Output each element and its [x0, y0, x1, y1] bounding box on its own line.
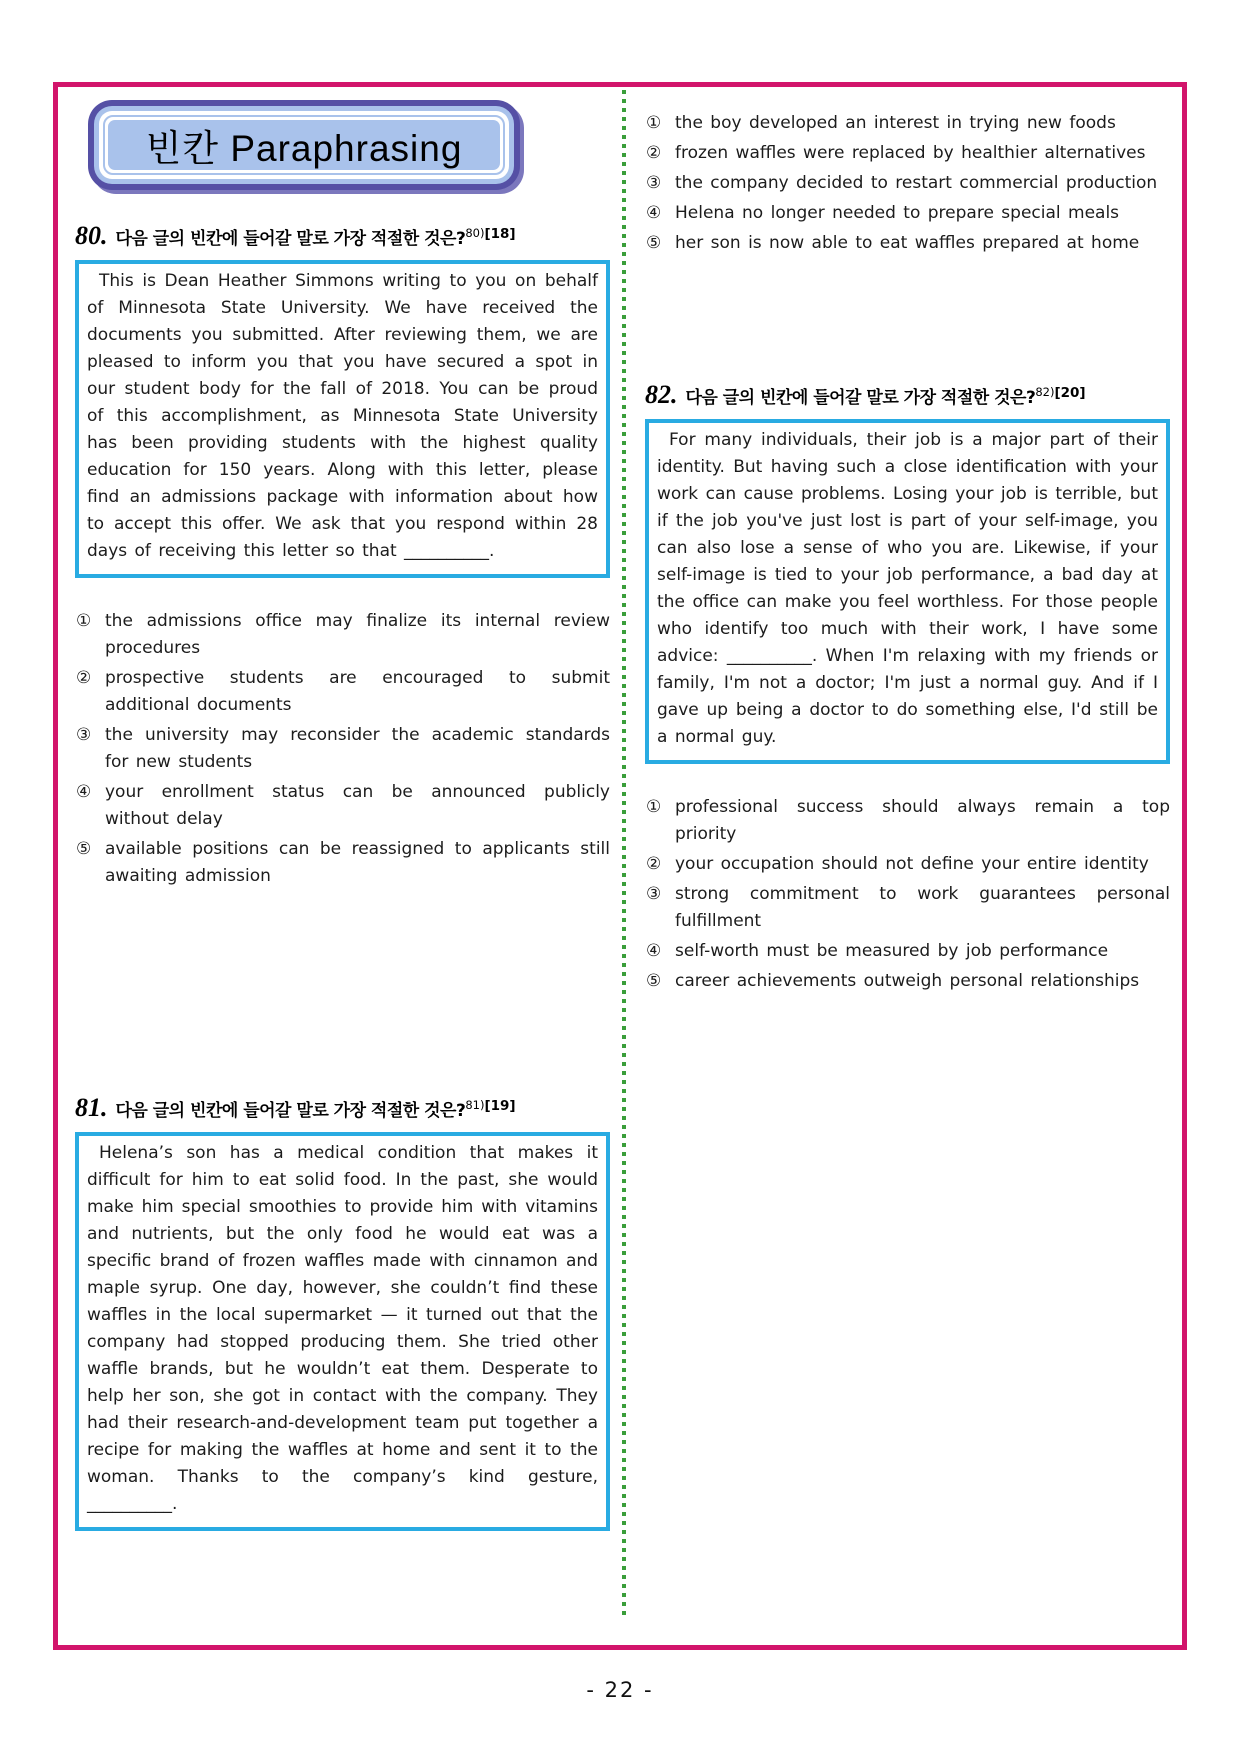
- question-80-passage-box: [75, 260, 610, 578]
- question-82-passage-box: [645, 419, 1170, 764]
- question-81-option-1: [645, 110, 1170, 137]
- option-text: professional success should always remain a top priority: [675, 797, 1170, 844]
- option-text: your enrollment status can be announced publicly without delay: [105, 782, 610, 829]
- option-marker: ②: [76, 668, 92, 688]
- question-81-prompt: 다음 글의 빈칸에 들어갈 말로 가장 적절한 것은?: [115, 1101, 466, 1121]
- question-80-footnote: 80): [465, 226, 485, 240]
- banner-white-ring: [99, 111, 509, 179]
- question-80-prompt: 다음 글의 빈칸에 들어갈 말로 가장 적절한 것은?: [115, 229, 466, 249]
- question-81-option-2: [645, 140, 1170, 167]
- banner-outer-ring: [88, 100, 520, 190]
- option-text: frozen waffles were replaced by healthier alternatives: [675, 143, 1146, 163]
- page-number: - 22 -: [586, 1678, 654, 1702]
- option-marker: ④: [646, 941, 662, 961]
- question-80: [75, 218, 610, 890]
- option-marker: ④: [646, 203, 662, 223]
- option-text: prospective students are encouraged to submit additional documents: [105, 668, 610, 715]
- option-text: her son is now able to eat waffles prepared at home: [675, 233, 1140, 253]
- question-81-number: 81.: [75, 1093, 108, 1122]
- option-marker: ⑤: [646, 971, 662, 991]
- question-82: [645, 377, 1170, 995]
- option-marker: ①: [646, 797, 662, 817]
- banner-blue-ring: [94, 106, 514, 184]
- question-82-number: 82.: [645, 380, 678, 409]
- question-80-source-ref: [18]: [484, 226, 516, 242]
- left-column: [75, 218, 610, 1531]
- option-text: the company decided to restart commercial production: [675, 173, 1158, 193]
- question-82-options: [645, 794, 1170, 995]
- banner-fill: [108, 120, 500, 170]
- question-81-options: [645, 110, 1170, 257]
- right-column: [645, 110, 1170, 998]
- question-80-option-1: [75, 608, 610, 662]
- option-text: Helena no longer needed to prepare special meals: [675, 203, 1120, 223]
- question-81-option-4: [645, 200, 1170, 227]
- column-divider-dotted-line: [622, 90, 626, 1615]
- question-81: [75, 1090, 610, 1531]
- option-text: available positions can be reassigned to applicants still awaiting admission: [105, 839, 610, 886]
- question-80-header: [75, 218, 610, 254]
- option-text: strong commitment to work guarantees personal fulfillment: [675, 884, 1170, 931]
- question-80-option-2: [75, 665, 610, 719]
- question-80-number: 80.: [75, 221, 108, 250]
- option-marker: ⑤: [76, 839, 92, 859]
- question-82-prompt: 다음 글의 빈칸에 들어갈 말로 가장 적절한 것은?: [685, 388, 1036, 408]
- section-title-banner: [88, 100, 520, 190]
- question-80-option-3: [75, 722, 610, 776]
- option-marker: ①: [76, 611, 92, 631]
- question-82-option-2: [645, 851, 1170, 878]
- question-81-header: [75, 1090, 610, 1126]
- question-81-source-ref: [19]: [484, 1098, 516, 1114]
- question-81-option-3: [645, 170, 1170, 197]
- banner-inner-ring: [103, 115, 505, 175]
- question-82-header: [645, 377, 1170, 413]
- option-marker: ②: [646, 854, 662, 874]
- question-82-footnote: 82): [1035, 385, 1055, 399]
- option-marker: ①: [646, 113, 662, 133]
- question-81-option-5: [645, 230, 1170, 257]
- option-marker: ⑤: [646, 233, 662, 253]
- question-82-option-3: [645, 881, 1170, 935]
- question-81-passage-box: [75, 1132, 610, 1531]
- option-marker: ③: [646, 884, 662, 904]
- option-text: your occupation should not define your entire identity: [675, 854, 1149, 874]
- question-82-source-ref: [20]: [1054, 385, 1086, 401]
- option-text: self-worth must be measured by job performance: [675, 941, 1109, 961]
- option-text: the university may reconsider the academic standards for new students: [105, 725, 610, 772]
- question-82-option-4: [645, 938, 1170, 965]
- question-82-option-1: [645, 794, 1170, 848]
- question-80-option-4: [75, 779, 610, 833]
- question-80-option-5: [75, 836, 610, 890]
- question-81-footnote: 81): [465, 1098, 485, 1112]
- question-82-option-5: [645, 968, 1170, 995]
- option-text: the admissions office may finalize its internal review procedures: [105, 611, 610, 658]
- option-marker: ④: [76, 782, 92, 802]
- option-marker: ③: [76, 725, 92, 745]
- option-marker: ③: [646, 173, 662, 193]
- option-text: career achievements outweigh personal relationships: [675, 971, 1140, 991]
- question-80-options: [75, 608, 610, 890]
- section-title: 빈칸 Paraphrasing: [145, 128, 463, 169]
- option-marker: ②: [646, 143, 662, 163]
- question-80-passage-text: This is Dean Heather Simmons writing to you on behalf of Minnesota State University. We have received the documents you submitted. After reviewing them, we are pleased to inform you that you have secured a spot in our student body for the fall of 2018. You can be proud of this accomplishment, as Minnesota State University has been providing students with the highest quality education for 150 years. Along with this letter, please find an admissions package with information about how to accept this offer. We ask that you respond within 28 days of receiving this letter so that __________.: [87, 271, 598, 561]
- question-81-passage-text: Helena’s son has a medical condition that makes it difficult for him to eat solid food. In the past, she would make him special smoothies to provide him with vitamins and nutrients, but the only food he would eat was a specific brand of frozen waffles made with cinnamon and maple syrup. One day, however, she couldn’t find these waffles in the local supermarket — it turned out that the company had stopped producing them. She tried other waffle brands, but he wouldn’t eat them. Desperate to help her son, she got in contact with the company. They had their research-and-development team put together a recipe for making the waffles at home and sent it to the woman. Thanks to the company’s kind gesture, __________.: [87, 1143, 598, 1514]
- option-text: the boy developed an interest in trying new foods: [675, 113, 1116, 133]
- question-82-passage-text: For many individuals, their job is a major part of their identity. But having such a close identification with your work can cause problems. Losing your job is terrible, but if the job you've just lost is part of your self-image, you can also lose a sense of who you are. Likewise, if your self-image is tied to your job performance, a bad day at the office can make you feel worthless. For those people who identify too much with their work, I have some advice: __________. When I'm relaxing with my friends or family, I'm not a doctor; I'm just a normal guy. And if I gave up being a doctor to do something else, I'd still be a normal guy.: [657, 430, 1158, 747]
